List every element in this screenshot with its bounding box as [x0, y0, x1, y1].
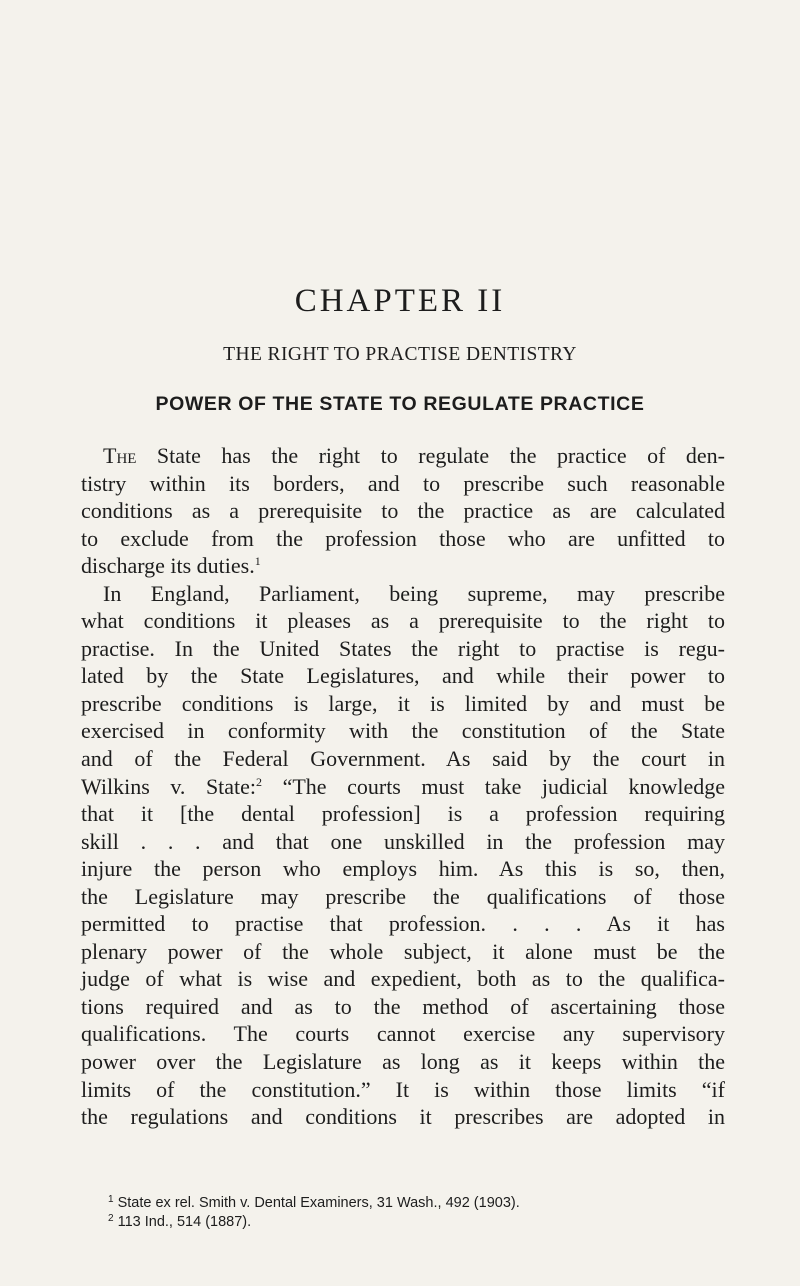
text-line: tions required and as to the method of ascertaining those [81, 993, 725, 1019]
text-line: to exclude from the profession those who are unfitted to [81, 525, 725, 551]
text-line: prescribe conditions is large, it is limited by and must be [81, 690, 725, 716]
text-line: qualifications. The courts cannot exercise any supervisory [81, 1021, 725, 1047]
text-line: conditions as a prerequisite to the practice as are calculated [81, 498, 725, 524]
text-line: the Legislature may prescribe the qualifications of those [81, 883, 725, 909]
text-line: permitted to practise that profession. . . . As it has [81, 911, 725, 937]
footnotes [108, 1194, 728, 1232]
text-line: limits of the constitution.” It is within those limits “if [81, 1076, 725, 1102]
chapter-title: THE RIGHT TO PRACTISE DENTISTRY [223, 344, 577, 365]
body-text [81, 442, 725, 1131]
text-line: that it [the dental profession] is a profession requiring [81, 801, 725, 827]
text-line: injure the person who employs him. As this is so, then, [81, 856, 725, 882]
chapter-heading: CHAPTER II [294, 283, 506, 319]
text-line: plenary power of the whole subject, it alone must be the [81, 938, 725, 964]
text-line: The State has the right to regulate the practice of den- [103, 443, 725, 468]
text-line: practise. In the United States the right to practise is regu- [81, 635, 725, 661]
section-heading: POWER OF THE STATE TO REGULATE PRACTICE [155, 393, 645, 415]
footnote: $^2$ 113 Ind., 514 (1887). [108, 1213, 252, 1230]
text-line: skill . . . and that one unskilled in the profession may [81, 828, 725, 854]
footnote-number: 1 [108, 1194, 114, 1205]
text-line: lated by the State Legislatures, and while their power to [81, 663, 725, 689]
drop-word: The [103, 443, 137, 468]
text-line: discharge its duties.$^1$ [81, 553, 261, 579]
text-line: what conditions it pleases as a prerequisite to the right to [81, 608, 725, 634]
text-line: tistry within its borders, and to prescribe such reasonable [81, 470, 725, 496]
text-line: the regulations and conditions it prescribes are adopted in [81, 1104, 725, 1130]
text-line: judge of what is wise and expedient, both as to the qualifica- [81, 966, 725, 992]
text-line: Wilkins v. State:$^2$ “The courts must take judicial knowledge [81, 773, 725, 799]
text-line: exercised in conformity with the constitution of the State [81, 718, 725, 744]
text-line: In England, Parliament, being supreme, may prescribe [103, 580, 725, 606]
footnote-number: 2 [108, 1213, 114, 1224]
footnote: $^1$ State ex rel. Smith v. Dental Examiners, 31 Wash., 492 (1903). [108, 1194, 520, 1211]
footnote-ref: 1 [254, 554, 261, 569]
text-line: and of the Federal Government. As said by the court in [81, 746, 725, 772]
text-line: power over the Legislature as long as it keeps within the [81, 1049, 725, 1075]
footnote-ref: 2 [256, 774, 263, 789]
